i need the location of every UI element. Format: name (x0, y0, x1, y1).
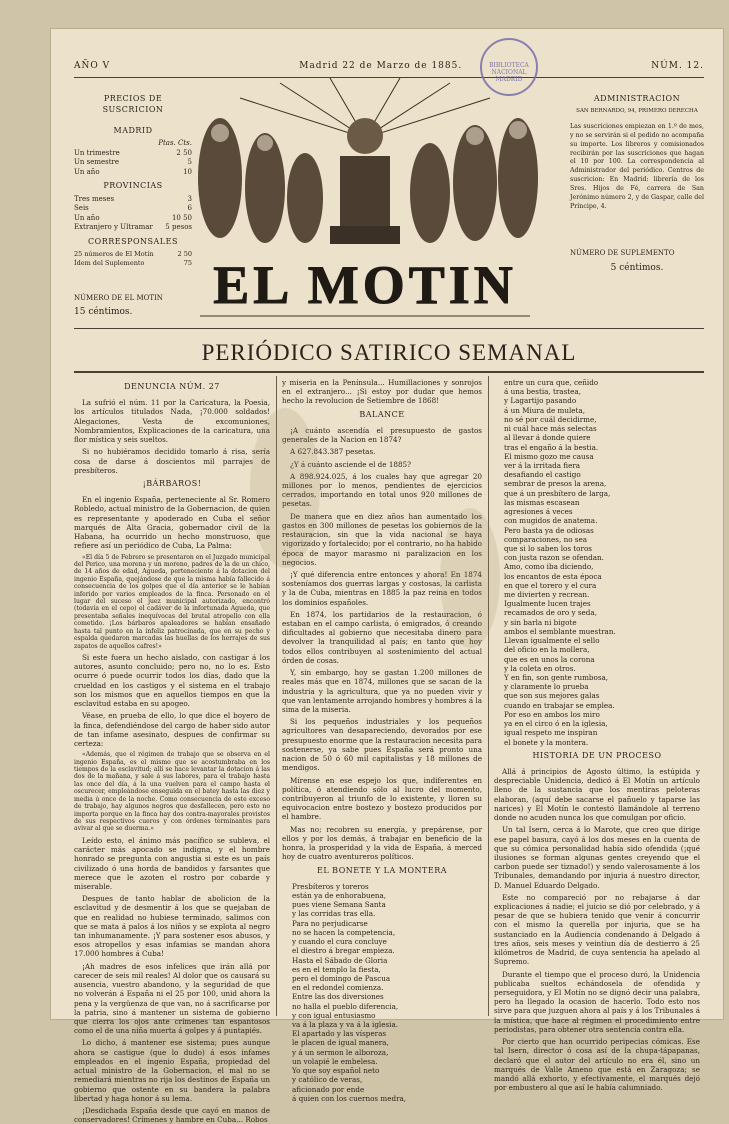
prices-title: PRECIOS DE SUSCRICION (102, 94, 164, 114)
el-motin-logo: EL MOTIN (213, 255, 517, 315)
issue-number: NÚM. 12. (651, 61, 704, 71)
newspaper-page (50, 28, 724, 1124)
pedestal-icon (340, 156, 390, 226)
poem: entre un cura que, ceñido á una bestia, trastea, y Lagartijo pasando á un Miura de muleta, no sé por cuál decidirme, ni cuál hace más selectas al llevar á donde quiere tras el engaño á la bestia. El mismo gozo me causa ver á la irritada fiera desafiando el castigo sembrar de presos la arena, que á un presbítero de larga, las mismas escasean agresiones á veces con mugidos de anatema. Pero basta ya de odiosas comparaciones, no sea que si lo saben los toros con justa razon se ofendan. Amo, como iba diciendo, los encantos de esta época en que el torero y el cura me divierten y recrean. Igualmente lucen trajes recamados de oro y seda, y sin barla ni bigote ambos el semblante muestran. Llevan igualmente el sello del oficio en la mollera, que es en unos la corona y la coleta en otros. Y en fin, son gente rumbosa, y claramente lo prueba que son sus mejores galas cuando en trabajar se emplea. Por eso en ambos los miro ya en el circo ó en la iglesia, igual respeto me inspiran el bonete y la montera. (504, 378, 616, 747)
paragraph: ¡Ah madres de esos infelices que irán allá por carecer de seis mil reales! Al dolor que os causará su ausencia, vuestro abandono, y la seguridad de que no volverán á España ni el 25 por 100, unid ahora la pena y la vergüenza de que van, no á sacrificarse por la patria, sino á mantener un sistema de gobierno que cierra los ojos ante crímenes tan espantosos como el de una niña muerta á golpes y á puntapiés. (74, 961, 270, 1036)
issue-date: Madrid 22 de Marzo de 1885. (299, 61, 463, 71)
section-heading: EL BONETE Y LA MONTERA (316, 865, 448, 875)
column-3 (494, 378, 700, 1093)
paragraph: ¡Y qué diferencia entre entonces y ahora! En 1874 sosteníamos dos guerras largas y costosas, la carlista y la de Cuba, mientras en 1885 la paz reina en todos los dominios españoles. (282, 569, 482, 607)
paper-stain (440, 508, 500, 648)
price-row: Seis 6 (74, 204, 192, 213)
madrid-rows (74, 149, 192, 177)
section-heading: ¡BÁRBAROS! (142, 478, 202, 488)
paragraph: Despues de tanto hablar de abolicion de la esclavitud y de desmentir á los que se quejaban de que en realidad no hubiese terminado, salimos con que se mata á palos á los niños y se explota al negro tan inhumanamente. ¡Y para sostener esos abusos, y esos atropellos y esas infamias se mandan ahora 17.000 hombres á Cuba! (74, 894, 270, 959)
subscription-prices-panel (74, 90, 192, 319)
correspondent-rows (74, 250, 192, 268)
paragraph: ¿Y á cuánto asciende el de 1885? (290, 459, 411, 469)
issue-year: AÑO V (74, 61, 111, 71)
admin-title: ADMINISTRACION (593, 94, 681, 103)
paragraph: Si este fuera un hecho aislado, con castigar á los autores, asunto concluido; pero no, no lo es. Esto ocurre ó puede ocurrir todos los días, dado que la crueldad en los castigos y el sistema en el trabajo son los mismos que en aquellos tiempos en que la esclavitud estaba en su apogeo. (74, 653, 270, 709)
paragraph: A 627.843.387 pesetas. (290, 447, 376, 457)
subtitle-rule (74, 371, 704, 373)
price-row: Ídem del Suplemento 75 (74, 259, 192, 268)
quote-paragraph: «Además, que el régimen de trabajo que se observa en el ingenio España, es el mismo que se acostumbraba en los tiempos de la esclavitud; allí se hace levantar la dotacion á las dos de la mañana, y sale á sus labores, para el trabajo hasta las once del día, á la una vuelven para el campo hasta el oscurecer, empleándose enseguida en el batey hasta las diez y media ú once de la noche. Como consecuencia de este exceso de trabajo, hay algunos negros que desfallecen, pero esto no importa porque en la finca hay dos contra-mayorales provistos de sus respectivos cueros y con órdenes terminantes para avivar al que se duerma.» (74, 751, 270, 833)
quote-paragraph: «El día 5 de Febrero se presentaron en el Juzgado municipal del Perico, una morena y un moreno, padres de la de un chico, de 14 años de edad, Agueda, perteneciente á la dotacion del ingenio España, quejándose de que la misma había fallecido á consecuencia de los golpes que el día anterior se le habían inferido por varios empleados de la finca. Personado en el lugar del suceso el juez municipal autorizado, encontró (todavía en el cepo) el cadáver de la infortunada Agueda, que presentaba señales inequívocas del brutal atropello con ella cometido. ¡Los bárbaros apaleadores se habían ensañado hasta tal punto en la infeliz patrocinada, que en su pecho y espalda quedaron marcadas las huellas de los herrajes de sus zapatos de aquellos cafres!» (74, 553, 270, 650)
issue-price: 15 céntimos. (74, 307, 133, 318)
paragraph: Un tal Isern, cerca á lo Marote, que creo que dirige ese papel basura, cayó á los dos meses en la cuenta de que su cómica personalidad había sido ofendida (¡qué ilusiones se forman algunas gentes creyendo que el carbon puede ser tiznado!) y sendo valerosamente á los Tribunales, demandando por injuria á nuestro director, D. Manuel Eduardo Delgado. (494, 825, 700, 890)
paragraph: Mírense en ese espejo los que, indiferentes en política, ó atendiendo sólo al lucro del momento, contribuyeron al triunfo de lo existente, y lloren su equivocacion entre bostezo y bostezo producidos por el hambre. (282, 775, 482, 822)
paragraph: Por cierto que han ocurrido peripecias cómicas. Ese tal Isern, director ó cosa así de la chupa-tápapanas, declaró que el autor del artículo no era él, sino un marqués de Valle Ameno que está en Zaragoza; se mandó allá exhorto, y efectivamente, el marqués dejó por embustero al que así le había calumniado. (494, 1037, 700, 1093)
newspaper-subtitle: PERIÓDICO SATIRICO SEMANAL (201, 340, 577, 365)
issue-price-label: NÚMERO DE EL MOTIN (74, 294, 163, 303)
paragraph: En 1874, los partidarios de la restauracion, ó estaban en el campo carlista, ó emigrados, ó creando dificultades al gobierno que necesitaba dinero para devolver la tranquilidad al país; en tanto que hoy todos ellos contribuyen al sostenimiento del actual órden de cosas. (282, 609, 482, 665)
masthead-bottom-rule (74, 328, 704, 329)
province-rows (74, 195, 192, 233)
section-heading: BALANCE (359, 409, 405, 419)
paragraph: En el ingenio España, perteneciente al Sr. Romero Robledo, actual ministro de la Gobernacion, de quien es representante y apoderado en Cuba el señor marqués de Alta Gracia, gobernador civil de la Habana, ha ocurrido un hecho monstruoso, que refiere así un periódico de Cuba, La Palma: (74, 495, 270, 551)
supplement-price-label: NÚMERO DE SUPLEMENTO (570, 249, 675, 258)
paragraph: ¡Desdichada España desde que cayó en manos de conservadores! Crímenes y hambre en Cuba... Robos (74, 1105, 270, 1124)
section-heading: DENUNCIA NÚM. 27 (124, 382, 220, 391)
stamp-text: BIBLIOTECA NACIONAL MADRID (489, 62, 529, 83)
column-1 (74, 378, 270, 1124)
poem: Presbíteros y toreros están ya de enhorabuena, pues viene Semana Santa y las corridas tras ella. Para no perjudicarse no se hacen la competencia, y cuando el cura concluye el diestro á bregar empieza. Hasta el Sábado de Gloria es en el templo la fiesta, pero el domingo de Pascua en el redondel comienza. Entre las dos diversiones no halla el pueblo diferencia, y con igual entusiasmo va á la plaza y va á la iglesia. El apartado y las vísperas le placen de igual manera, y á un sermon le alboroza, un volapié le embelesa. Yo que soy español neto y católico de veras, aficionado por ende á quien con los cuernos medra, (292, 881, 407, 1103)
correspondents-heading: CORRESPONSALES (88, 236, 178, 246)
paragraph: Leído esto, el ánimo más pacífico se subleva, el carácter más apocado se indigna, y el hombre honrado se pregunta con angustia si este es un país civilizado ó una horda de bandidos y farsantes que merece que le azoten el rostro por cobarde y miserable. (74, 835, 270, 891)
price-row: Un trimestre 2 50 (74, 148, 192, 157)
paragraph: Lo dicho, á mantener ese sistema; pues aunque ahora se castigue (que lo dudo) á esos infames empleados en el ingenio España, propiedad del actual ministro de la Gobernacion, el mal no se remediará mientras no rija los destinos de España un gobierno que ostente en su bandera la palabra libertad y haga honor á su lema. (74, 1038, 270, 1103)
currency-header: Ptas. Cts. (158, 139, 192, 148)
paragraph: Durante el tiempo que el proceso duró, la Unidencia publicaba sueltos echándosela de ofendida y perseguidora, y El Motín no se dignó decir una palabra, pero ha llegado la ocasion de hacerlo. Todo esto nos sirve para que juzguen ahora al país y á los Tribunales á la mística, que hace al régimen el procedimiento entre periodistas, para obtener otra sentencia contra ella. (494, 969, 700, 1034)
paragraph: A 898.924.025, á los cuales hay que agregar 20 millones por lo menos, pendientes de ejercicios cerrados, importando en total unos 920 millones de pesetas. (282, 471, 482, 509)
paragraph: y miseria en la Península... Humillaciones y sonrojos en el extranjero... ¡Si estoy por dudar que hemos hecho la revolucion de Setiembre de 1868! (282, 378, 482, 406)
price-row: Tres meses 3 (74, 194, 192, 203)
paragraph: Si los pequeños industriales y los pequeños agricultores van desapareciendo, devorados por ese presupuesto enorme que la restauracion necesita para sostenerse, ya sabe pues España será pronto una nacion de 50 ó 60 mil capitalistas y 18 millones de mendigos. (282, 717, 482, 773)
paragraph: Mas no; recobren su energía, y prepárense, por ellos y por los demás, á trabajar en beneficio de la honra, la prosperidad y la vida de España, á merced hoy de cuatro aventureros políticos. (282, 824, 482, 862)
paragraph: Allá á principios de Agosto último, la estúpida y despreciable Unidencia, dedicó á El Motín un artículo lleno de la sustancia que los mentiras peloteras elaboran, (aquí debe sacarse el pañuelo y taparse las narices) y El Motín le contestó llamándole al terreno donde no acuden nunca los que comulgan por oficio. (494, 766, 700, 823)
paragraph: Y, sin embargo, hoy se gastan 1.200 millones de reales más que en 1874, millones que se sacan de la industria y la agricultura, que ya no pueden vivir y que van lentamente arrojando hombres y hombres á la sima de la miseria. (282, 668, 482, 715)
madrid-heading: MADRID (113, 125, 153, 135)
paragraph: De manera que en diez años han aumentado los gastos en 300 millones de pesetas los gobiernos de la restauracion, sin que la vida nacional se haya vigorizado y fortalecido; por el contrario, no ha habido época de mayor marasmo ni paralizacion en los negocios. (282, 511, 482, 567)
price-row: 25 números de El Motín 2 50 (74, 250, 192, 259)
issue-info-bar (74, 56, 704, 76)
bust-head-icon (347, 118, 383, 154)
supplement-price: 5 céntimos. (610, 262, 664, 273)
admin-address: SAN BERNARDO, 94, PRIMERO DERECHA (576, 107, 698, 114)
paragraph: La sufrió el núm. 11 por la Caricatura, la Poesia, los artículos titulados Nada, ¡70.000 soldados! Alegaciones, Vesta de excomuniones, Nombramientos, Explicaciones de la caricatura, una flor mística y seis sueltos. (74, 398, 270, 445)
paragraph: ¡A cuánto ascendía el presupuesto de gastos generales de la Nacion en 1874? (282, 425, 482, 445)
price-row: Un año 10 (74, 167, 192, 176)
admin-notice: Las suscriciones empiezan en 1.º de mes, y no se servirán si el pedido no acompaña su importe. Los libreros y comisionados recibirán por las suscriciones que hagan el 10 por 100. La correspondencia al Administrador del periódico. Centros de suscricion: En Madrid: librería de los Sres. Hijos de Fé, carrera de San Jerónimo número 2, y de Gaspar, calle del Príncipe, 4. (570, 123, 704, 210)
paragraph: Este no compareció por no rebajarse á dar explicaciones á nadie; el juicio se dió por celebrado, y á pesar de que se hubiera tenido que venir á concurrir con el mismo la querella por injuria, que se ha sustanciado en la Audiencia condenando á Delgado á tres años, seis meses y veintiun día de destierro á 25 kilómetros de Madrid, de cuya sentencia ha apelado al Supremo. (494, 892, 700, 967)
price-row: Un año 10 50 (74, 213, 192, 222)
price-row: Un semestre 5 (74, 158, 192, 167)
provinces-heading: PROVINCIAS (103, 181, 163, 191)
administration-panel (570, 90, 704, 274)
column-divider (488, 376, 489, 1016)
price-row: Extranjero y Ultramar 5 pesos (74, 223, 192, 232)
paragraph: Véase, en prueba de ello, lo que dice el boyero de la finca, defendiéndose del cargo de haber sido autor de tan infame asesinato, despues de confirmar su certeza: (74, 711, 270, 748)
masthead-illustration (180, 78, 550, 326)
paper-stain (250, 408, 320, 568)
paragraph: Si no hubiéramos decidido tomarlo á risa, sería cosa de darse á doscientos mil parrajes de presbíteros. (74, 447, 270, 475)
section-heading: HISTORIA DE UN PROCESO (532, 750, 662, 760)
